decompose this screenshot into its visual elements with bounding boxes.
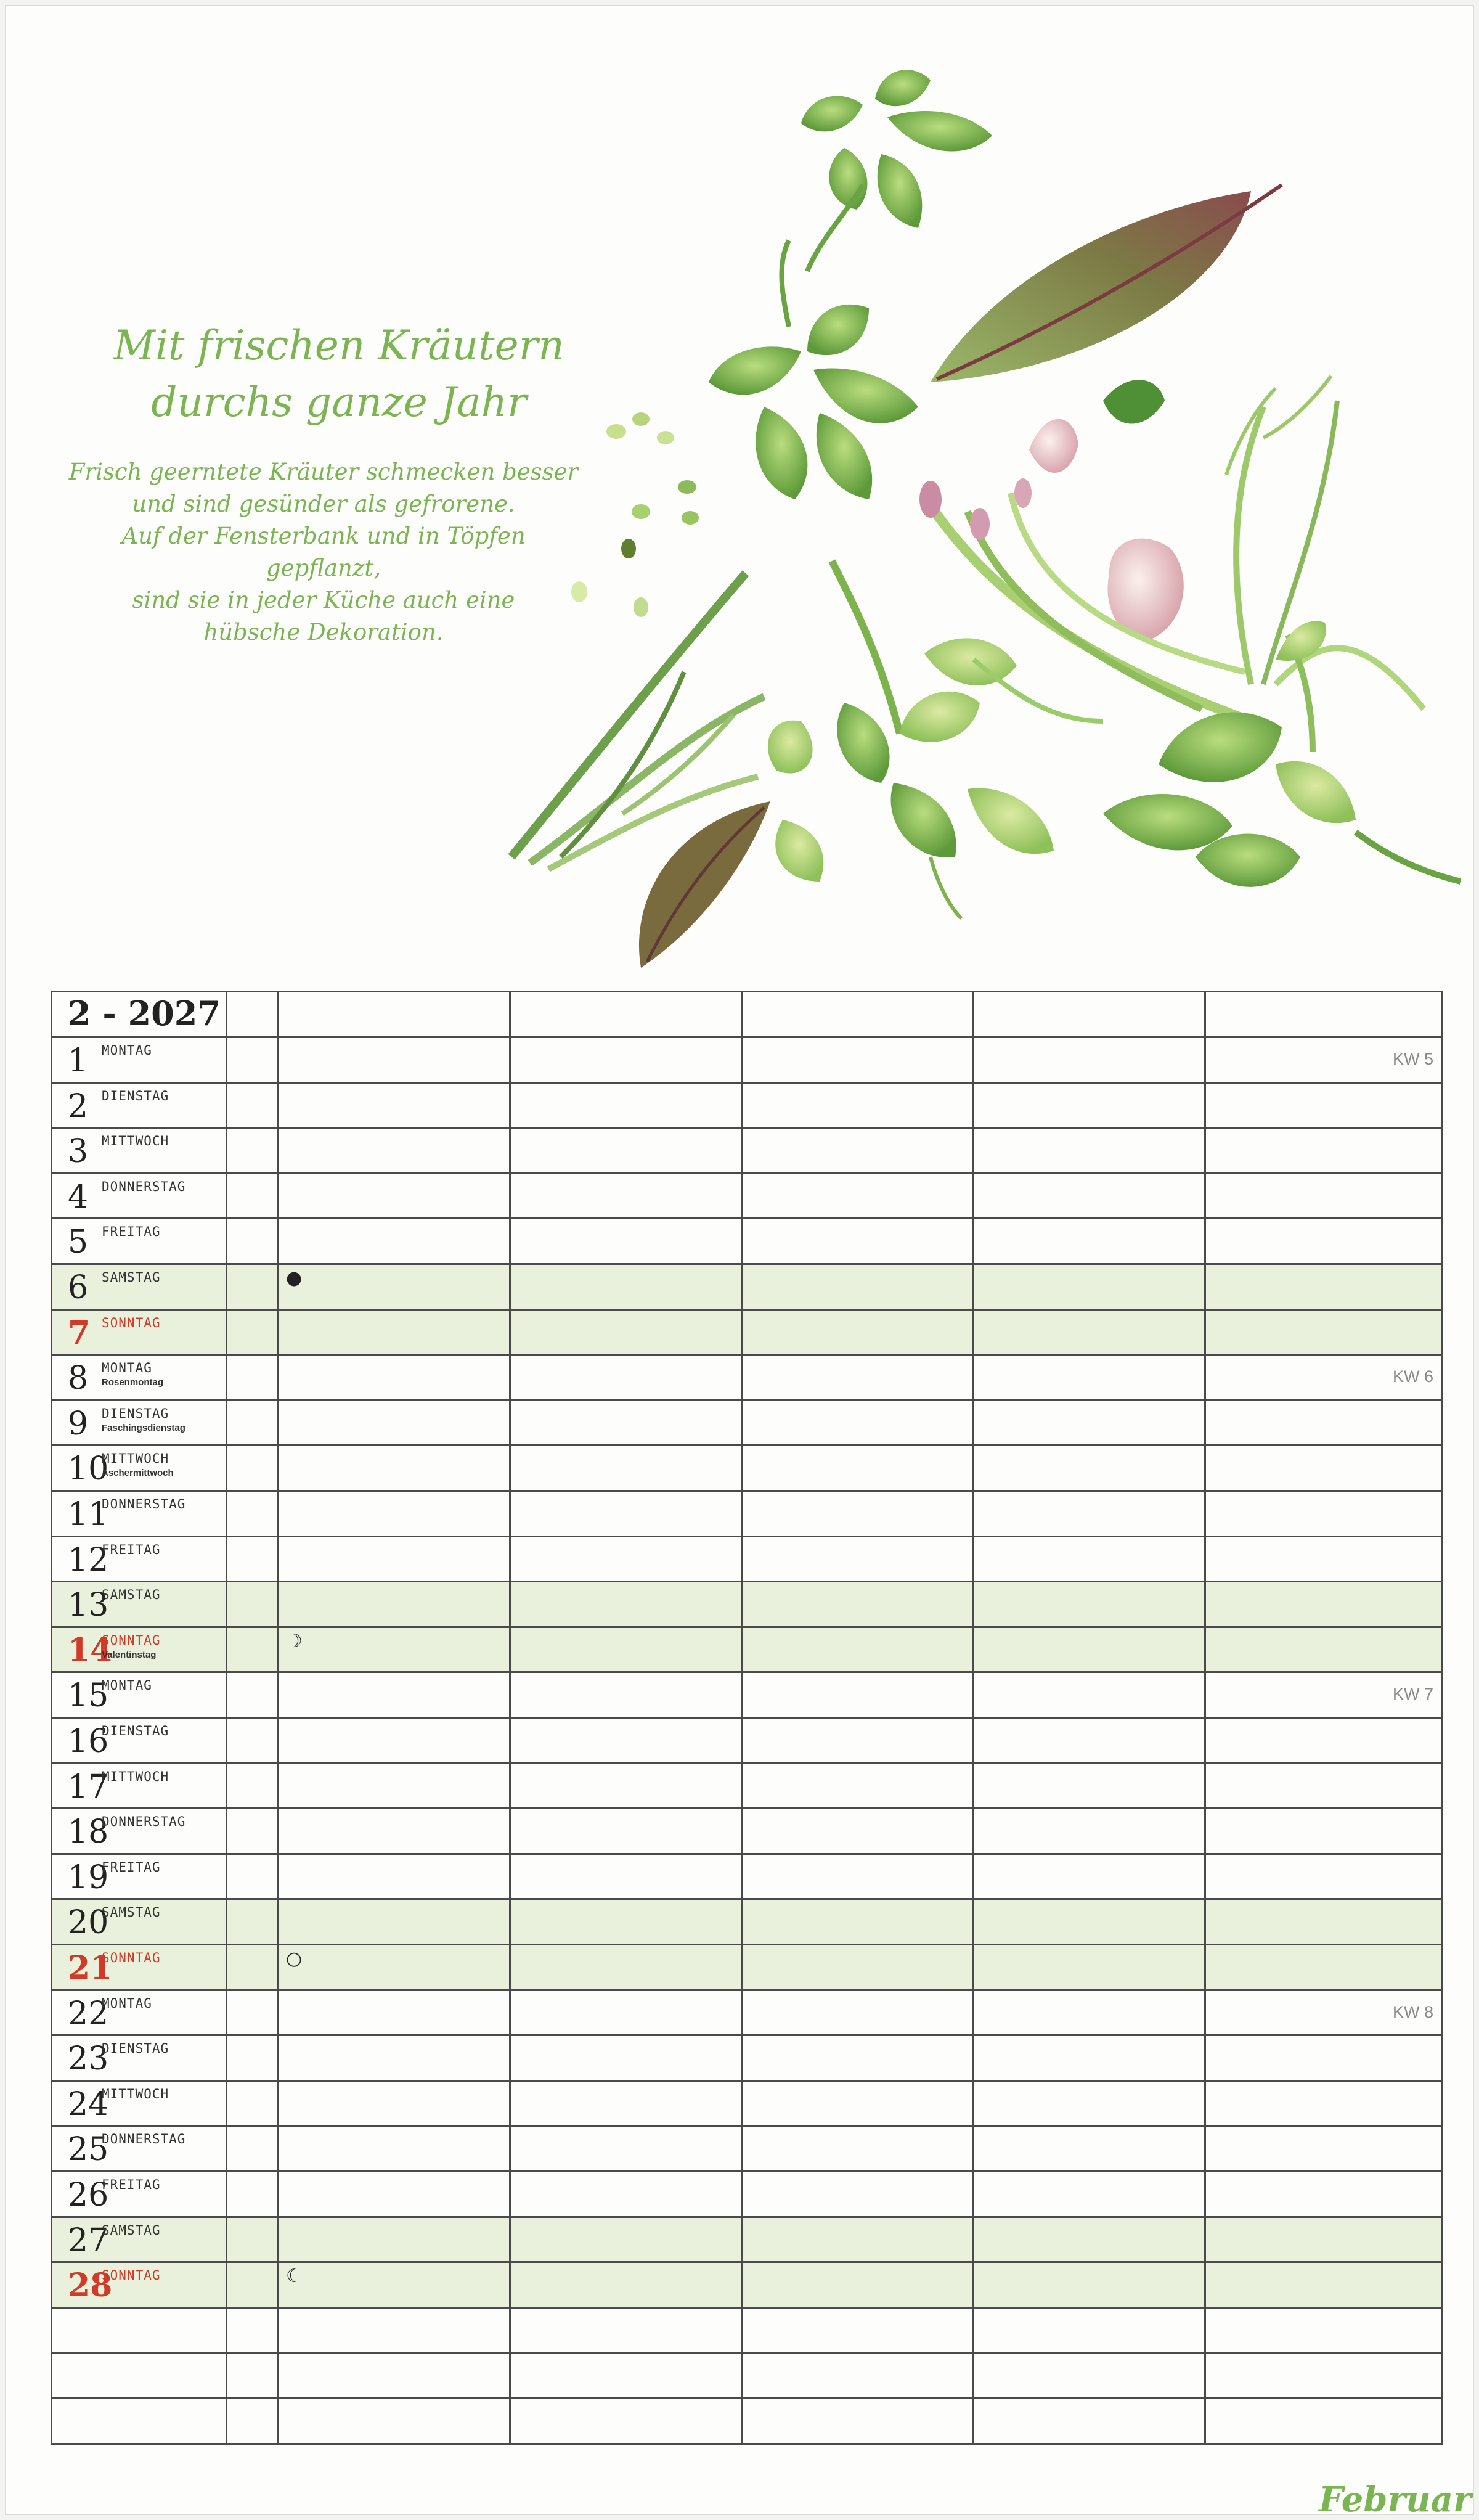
holiday-label: Aschermittwoch	[102, 1468, 174, 1479]
grid-row-line	[51, 991, 1441, 992]
moon-phase-icon: ☾	[286, 2265, 303, 2288]
day-number: 4	[68, 1178, 89, 1216]
grid-row-line	[51, 1944, 1441, 1945]
weekday-label: DONNERSTAG	[102, 1497, 186, 1512]
day-number: 2	[68, 1087, 89, 1125]
grid-row-line	[51, 1354, 1441, 1356]
intro-line: sind sie in jeder Küche auch eine	[132, 587, 515, 613]
grid-row-line	[51, 1127, 1441, 1129]
holiday-label: Rosenmontag	[102, 1377, 164, 1388]
day-number: 1	[68, 1042, 89, 1079]
weekday-label: SAMSTAG	[102, 1270, 161, 1285]
grid-row-line	[51, 2034, 1441, 2036]
grid-column-line	[51, 991, 52, 2445]
day-number: 9	[68, 1405, 89, 1442]
grid-row-line	[51, 2443, 1441, 2445]
calendar-week-label: KW 7	[1393, 1685, 1434, 1704]
holiday-label: Faschingsdienstag	[102, 1422, 185, 1433]
grid-row-line	[51, 2080, 1441, 2082]
day-number: 11	[68, 1496, 109, 1533]
day-number: 7	[68, 1314, 91, 1352]
basil-icon	[709, 240, 918, 499]
herb-illustration	[487, 55, 1474, 992]
weekday-label: FREITAG	[102, 2177, 161, 2192]
day-number: 14	[68, 1631, 113, 1669]
weekend-band	[51, 1898, 1441, 1944]
grid-row-line	[51, 2216, 1441, 2218]
day-number: 8	[68, 1360, 89, 1397]
grid-row-line	[51, 1263, 1441, 1265]
spinach-icon	[1103, 621, 1461, 887]
weekday-label: SONNTAG	[102, 2268, 161, 2283]
day-number: 19	[68, 1859, 109, 1896]
weekday-label: SAMSTAG	[102, 1587, 161, 1603]
grid-row-line	[51, 1671, 1441, 1673]
grid-row-line	[51, 1309, 1441, 1311]
weekday-label: MITTWOCH	[102, 2086, 169, 2101]
grid-row-line	[51, 1989, 1441, 1991]
seeds-icon	[571, 412, 699, 617]
headline-line: Mit frischen Kräutern	[113, 322, 564, 369]
grid-column-line	[972, 991, 974, 2445]
grid-column-line	[1204, 991, 1206, 2445]
day-number: 24	[68, 2085, 109, 2123]
intro-line: Auf der Fensterbank und in Töpfen gepflanzt,	[121, 523, 526, 581]
grid-row-line	[51, 1898, 1441, 1900]
grid-row-line	[51, 1717, 1441, 1719]
grid-column-line	[741, 991, 743, 2445]
calendar-week-label: KW 8	[1393, 2002, 1434, 2021]
weekday-label: MONTAG	[102, 1360, 152, 1376]
weekend-band	[51, 1581, 1441, 1626]
weekday-label: DIENSTAG	[102, 2041, 169, 2056]
calendar-page	[5, 5, 1474, 2515]
weekday-label: DONNERSTAG	[102, 2132, 186, 2147]
day-number: 13	[68, 1587, 109, 1624]
weekend-band	[51, 1626, 1441, 1672]
weekday-label: SAMSTAG	[102, 2222, 161, 2238]
weekday-label: SONNTAG	[102, 1632, 161, 1648]
intro-line: Frisch geerntete Kräuter schmecken besser	[68, 459, 579, 485]
weekday-label: MITTWOCH	[102, 1769, 169, 1784]
day-number: 25	[68, 2131, 109, 2169]
grid-row-line	[51, 1399, 1441, 1401]
calendar-week-label: KW 6	[1393, 1367, 1434, 1386]
day-number: 3	[68, 1133, 89, 1171]
grid-row-line	[51, 1853, 1441, 1855]
grid-row-line	[51, 2307, 1441, 2309]
day-number: 17	[68, 1768, 109, 1806]
weekend-band	[51, 1309, 1441, 1354]
grid-column-line	[509, 991, 511, 2445]
day-number: 20	[68, 1904, 109, 1942]
grid-column-line	[277, 991, 279, 2445]
moon-phase-icon: ●	[286, 1267, 303, 1289]
grid-row-line	[51, 1036, 1441, 1038]
weekend-band	[51, 1944, 1441, 1989]
month-label: Februar	[1319, 2479, 1472, 2515]
grid-row-line	[51, 1762, 1441, 1764]
garlic-icon	[1029, 419, 1184, 641]
day-number: 16	[68, 1723, 109, 1760]
weekday-label: FREITAG	[102, 1859, 161, 1875]
grid-row-line	[51, 1444, 1441, 1446]
day-number: 27	[68, 2222, 109, 2259]
sorrel-leaf-icon	[931, 185, 1282, 424]
intro-line: hübsche Dekoration.	[203, 619, 444, 645]
weekday-label: MONTAG	[102, 1043, 152, 1058]
weekday-label: DIENSTAG	[102, 1724, 169, 1738]
weekday-label: FREITAG	[102, 1542, 161, 1557]
grid-row-line	[51, 1490, 1441, 1492]
grid-row-line	[51, 2125, 1441, 2127]
weekday-label: DIENSTAG	[102, 1088, 169, 1103]
grid-column-line	[1441, 991, 1443, 2445]
grid-row-line	[51, 1807, 1441, 1809]
headline-line: durchs ganze Jahr	[151, 378, 527, 426]
day-number: 15	[68, 1677, 109, 1715]
weekday-label: SAMSTAG	[102, 1905, 161, 1920]
grid-column-line	[226, 991, 227, 2445]
grid-row-line	[51, 1082, 1441, 1084]
grid-row-line	[51, 1172, 1441, 1174]
holiday-label: Valentinstag	[102, 1649, 157, 1660]
weekday-label: MITTWOCH	[102, 1134, 169, 1149]
rosemary-icon	[511, 573, 770, 968]
day-number: 22	[68, 1995, 109, 2032]
grid-row-line	[51, 1626, 1441, 1628]
intro-line: und sind gesünder als gefrorene.	[132, 491, 515, 517]
day-number: 18	[68, 1814, 109, 1851]
weekday-label: MITTWOCH	[102, 1451, 169, 1467]
grid-row-line	[51, 1536, 1441, 1537]
weekday-label: DONNERSTAG	[102, 1814, 186, 1830]
day-number: 10	[68, 1450, 109, 1488]
basil-icon	[801, 70, 992, 271]
weekday-label: MONTAG	[102, 1678, 152, 1693]
weekend-band	[51, 1263, 1441, 1309]
day-number: 21	[68, 1949, 113, 1987]
grid-row-line	[51, 2397, 1441, 2399]
grid-row-line	[51, 2352, 1441, 2354]
weekday-label: DONNERSTAG	[102, 1179, 186, 1194]
weekday-label: SONNTAG	[102, 1950, 161, 1965]
day-number: 23	[68, 2040, 109, 2078]
day-number: 12	[68, 1541, 109, 1579]
day-number: 5	[68, 1224, 89, 1261]
weekday-label: MONTAG	[102, 1995, 152, 2011]
grid-row-line	[51, 1581, 1441, 1582]
day-number: 28	[68, 2267, 113, 2305]
calendar-week-label: KW 5	[1393, 1050, 1434, 1068]
grid-row-line	[51, 1217, 1441, 1219]
grid-row-line	[51, 2261, 1441, 2263]
grid-row-line	[51, 2170, 1441, 2172]
weekday-label: DIENSTAG	[102, 1405, 169, 1421]
calendar-header: 2 - 2027	[68, 994, 221, 1033]
day-number: 6	[68, 1269, 89, 1306]
moon-phase-icon: ☽	[286, 1630, 303, 1652]
weekday-label: SONNTAG	[102, 1315, 161, 1330]
tarragon-icon	[1226, 376, 1424, 709]
moon-phase-icon: ○	[286, 1948, 303, 1970]
parsley-icon	[768, 561, 1103, 918]
day-number: 26	[68, 2177, 109, 2214]
weekday-label: FREITAG	[102, 1224, 161, 1240]
weekend-band	[51, 2261, 1441, 2307]
weekend-band	[51, 2216, 1441, 2262]
